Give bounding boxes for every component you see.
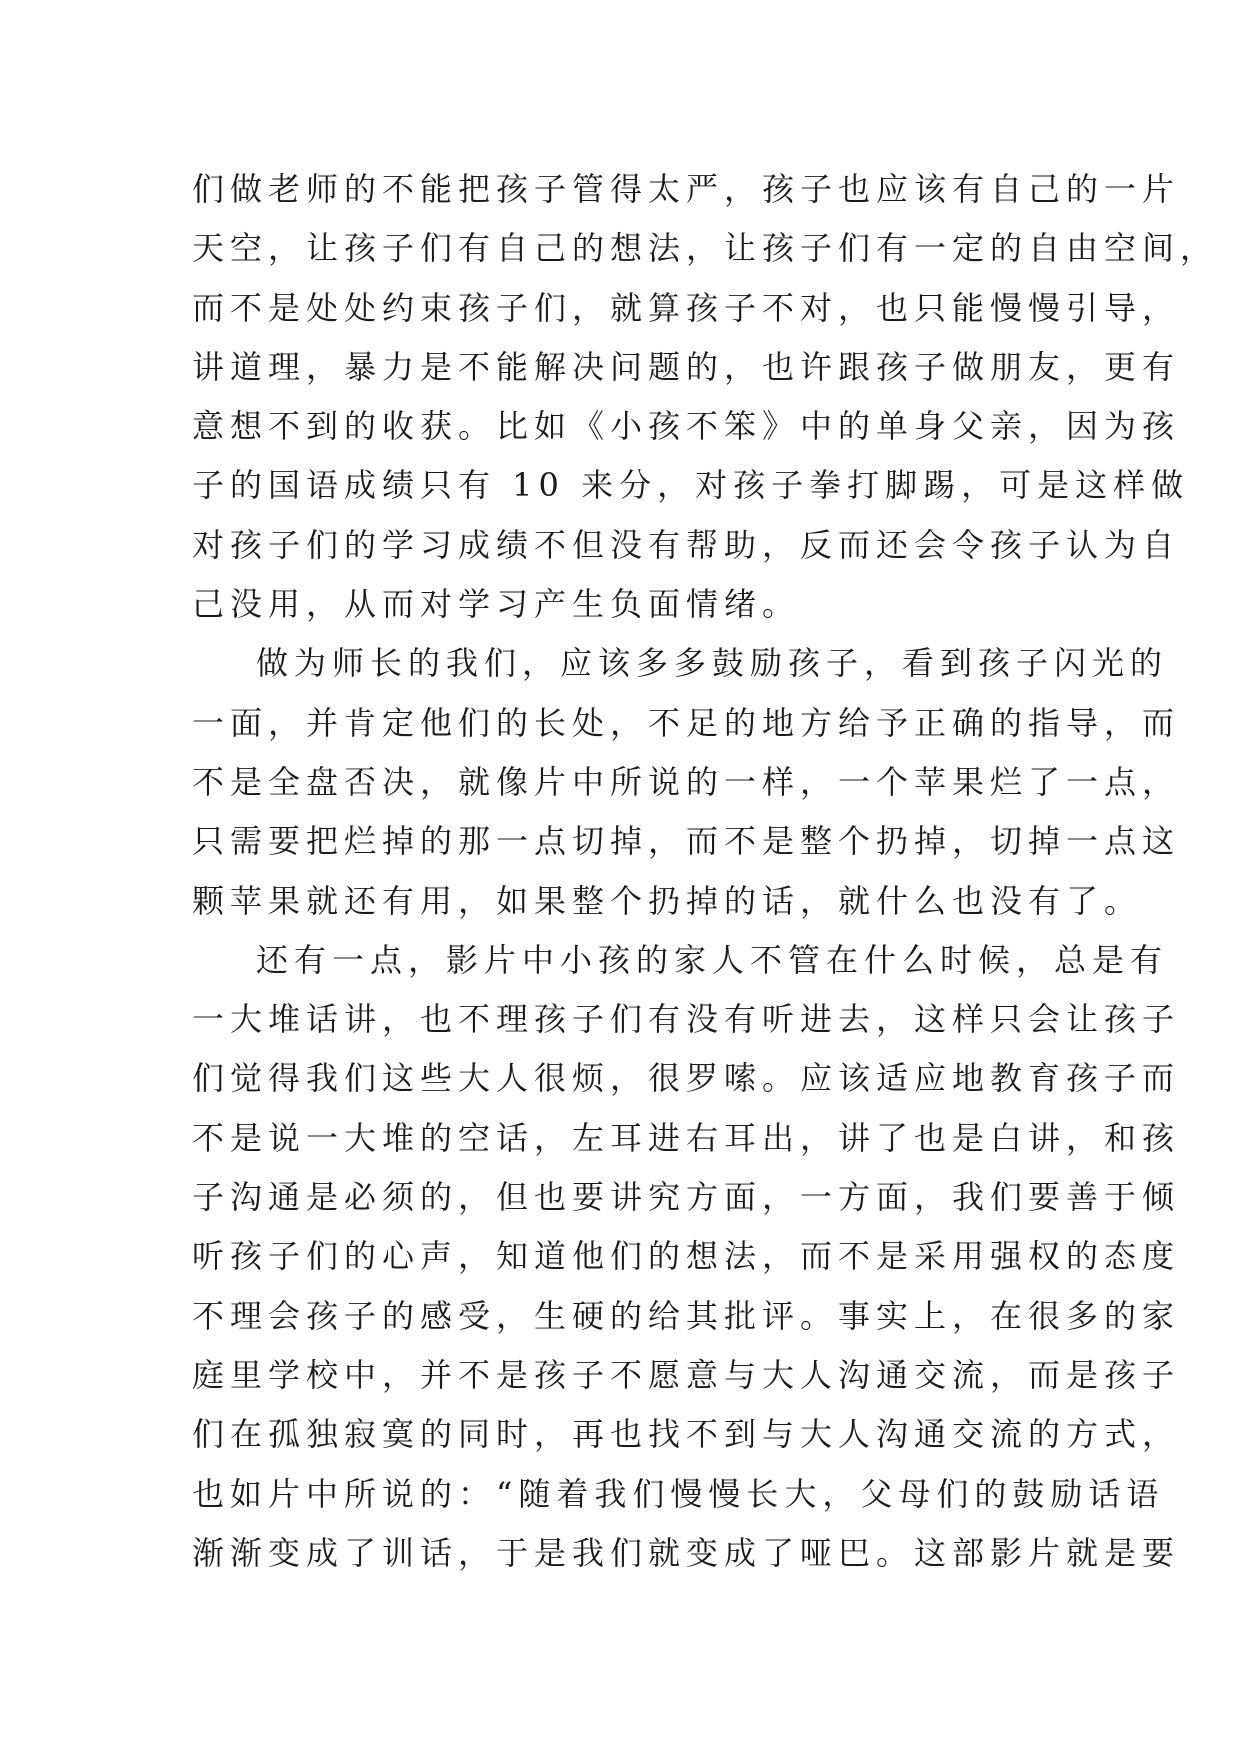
text-line: 们做老师的不能把孩子管得太严，孩子也应该有自己的一片 [192,170,1181,208]
paragraph-start-line: 还有一点，影片中小孩的家人不管在什么时候，总是有 [256,940,1169,979]
text-line: 天空，让孩子们有自己的想法，让孩子们有一定的自由空间， [192,229,1219,268]
text-line: 而不是处处约束孩子们，就算孩子不对，也只能慢慢引导， [192,288,1181,327]
text-line: 子沟通是必须的，但也要讲究方面，一方面，我们要善于倾 [192,1178,1181,1217]
paragraph-start-line: 做为师长的我们，应该多多鼓励孩子，看到孩子闪光的 [256,644,1169,683]
text-line: 对孩子们的学习成绩不但没有帮助，反而还会令孩子认为自 [192,525,1181,564]
text-line: 不是全盘否决，就像片中所说的一样，一个苹果烂了一点， [192,762,1181,801]
text-line: 听孩子们的心声，知道他们的想法，而不是采用强权的态度 [192,1237,1181,1276]
text-line: 讲道理，暴力是不能解决问题的，也许跟孩子做朋友，更有 [192,347,1181,386]
body-text [192,160,1219,1583]
text-line: 己没用，从而对学习产生负面情绪。 [192,585,801,624]
text-line: 一大堆话讲，也不理孩子们有没有听进去，这样只会让孩子 [192,1000,1181,1039]
text-line: 不是说一大堆的空话，左耳进右耳出，讲了也是白讲，和孩 [192,1118,1181,1157]
text-line: 一面，并肯定他们的长处，不足的地方给予正确的指导，而 [192,703,1181,742]
text-line: 颗苹果就还有用，如果整个扔掉的话，就什么也没有了。 [192,881,1143,920]
text-line: 渐渐变成了训话，于是我们就变成了哑巴。这部影片就是要 [192,1533,1181,1572]
text-line: 也如片中所说的：“随着我们慢慢长大，父母们的鼓励话语 [192,1474,1165,1513]
text-line: 子的国语成绩只有 10 来分，对孩子拳打脚踢，可是这样做 [192,466,1190,505]
text-line: 庭里学校中，并不是孩子不愿意与大人沟通交流，而是孩子 [192,1355,1181,1394]
text-line: 不理会孩子的感受，生硬的给其批评。事实上，在很多的家 [192,1296,1181,1335]
text-line: 们在孤独寂寞的同时，再也找不到与大人沟通交流的方式， [192,1415,1181,1454]
text-line: 们觉得我们这些大人很烦，很罗嗦。应该适应地教育孩子而 [192,1059,1181,1098]
text-line: 意想不到的收获。比如《小孩不笨》中的单身父亲，因为孩 [192,407,1181,446]
text-line: 只需要把烂掉的那一点切掉，而不是整个扔掉，切掉一点这 [192,822,1181,861]
